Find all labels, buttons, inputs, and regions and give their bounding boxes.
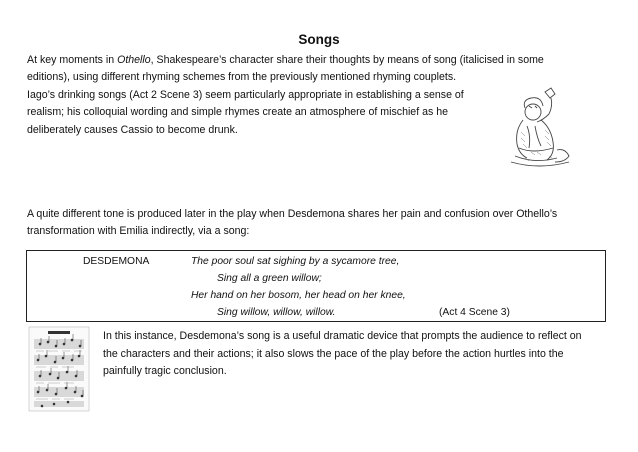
desdemona-line-1: A quite different tone is produced later in the play when Desdemona shares her pain and confusion over Othello’s — [27, 208, 558, 220]
song-line-1: The poor soul sat sighing by a sycamore tree, — [191, 256, 400, 267]
conclusion-line-1: In this instance, Desdemona’s song is a useful dramatic device that prompts the audience to reflect on — [103, 330, 582, 342]
intro-line-5: deliberately causes Cassio to become drunk. — [27, 123, 238, 136]
intro-line-2: editions), using different rhyming schemes from the previously mentioned rhyming couplets. — [27, 71, 457, 84]
intro-line-1-start: At key moments in — [27, 54, 118, 66]
intro-line-1 — [27, 52, 544, 69]
intro-paragraph — [27, 52, 544, 139]
page-title: Songs — [298, 32, 340, 47]
conclusion-line-3: painfully tragic conclusion. — [103, 365, 227, 378]
intro-line-4: realism; his colloquial wording and simple rhymes create an atmosphere of mischief as he — [27, 106, 449, 119]
conclusion-paragraph — [103, 328, 582, 381]
sheet-music-illustration — [28, 326, 90, 412]
intro-line-1-end: , Shakespeare’s character share their thoughts by means of song (italicised in some — [150, 54, 544, 66]
conclusion-line-2: the characters and their actions; it also slows the pace of the play before the action hurtles into the — [103, 347, 564, 360]
intro-line-3: Iago’s drinking songs (Act 2 Scene 3) seem particularly appropriate in establishing a sense of — [27, 88, 464, 101]
desdemona-line-2: transformation with Emilia indirectly, via a song: — [27, 225, 250, 238]
song-line-4: Sing willow, willow, willow. — [217, 307, 336, 318]
song-line-2: Sing all a green willow; — [217, 273, 322, 284]
speaker-name: DESDEMONA — [83, 256, 150, 267]
drinking-figure-illustration — [505, 86, 575, 170]
desdemona-paragraph — [27, 206, 557, 241]
scene-reference: (Act 4 Scene 3) — [439, 307, 510, 318]
play-title-italic: Othello — [117, 54, 151, 66]
song-line-3: Her hand on her bosom, her head on her knee, — [191, 290, 406, 301]
